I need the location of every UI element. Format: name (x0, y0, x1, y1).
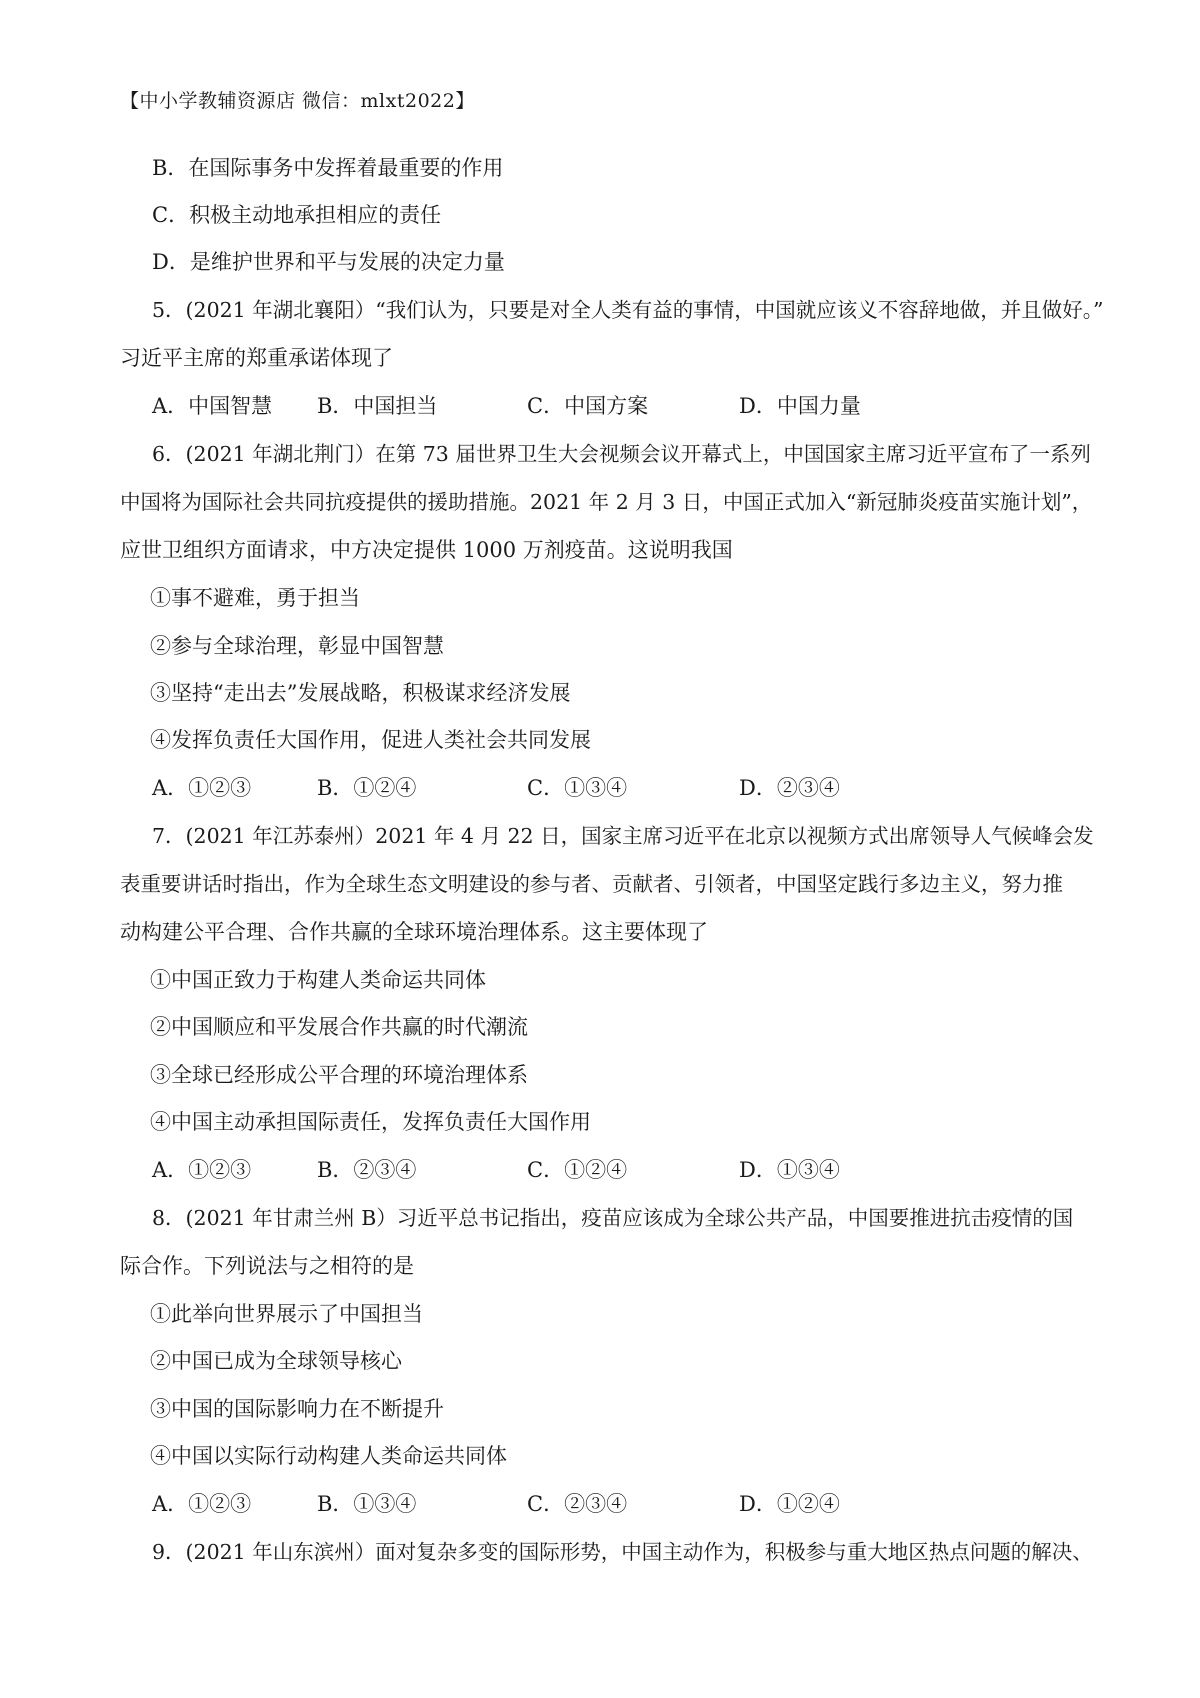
q5-option-c: C．中国方案 (527, 394, 649, 418)
q7-stem-line-2: 表重要讲话时指出，作为全球生态文明建设的参与者、贡献者、引领者，中国坚定践行多边主义，努力推 (120, 872, 1063, 896)
q8-item-4: ④中国以实际行动构建人类命运共同体 (150, 1444, 507, 1468)
q6-option-b: B．①②④ (317, 776, 417, 800)
q6-option-c: C．①③④ (527, 776, 628, 800)
q6-stem-line-2: 中国将为国际社会共同抗疫提供的援助措施。2021 年 2 月 3 日，中国正式加入“新冠肺炎疫苗实施计划”， (120, 490, 1093, 514)
q7-option-a: A．①②③ (152, 1158, 252, 1182)
q5-option-a: A．中国智慧 (152, 394, 273, 418)
q6-option-a: A．①②③ (152, 776, 252, 800)
q5-option-b: B．中国担当 (317, 394, 438, 418)
q4-option-c: C．积极主动地承担相应的责任 (152, 203, 442, 227)
q6-item-2: ②参与全球治理，彰显中国智慧 (150, 634, 444, 658)
q8-option-d: D．①②④ (739, 1492, 840, 1516)
q8-stem-line-2: 际合作。下列说法与之相符的是 (120, 1254, 414, 1278)
q4-option-d: D．是维护世界和平与发展的决定力量 (152, 250, 505, 274)
q8-option-a: A．①②③ (152, 1492, 252, 1516)
q7-option-d: D．①③④ (739, 1158, 840, 1182)
q8-option-b: B．①③④ (317, 1492, 417, 1516)
q5-stem-line-1: 5．(2021 年湖北襄阳）“我们认为，只要是对全人类有益的事情，中国就应该义不容辞地做，并且做好。” (152, 298, 1104, 322)
q8-item-1: ①此举向世界展示了中国担当 (150, 1302, 423, 1326)
q7-item-1: ①中国正致力于构建人类命运共同体 (150, 968, 486, 992)
q6-stem-line-3: 应世卫组织方面请求，中方决定提供 1000 万剂疫苗。这说明我国 (120, 538, 733, 562)
q7-option-c: C．①②④ (527, 1158, 628, 1182)
q6-stem-line-1: 6．(2021 年湖北荆门）在第 73 届世界卫生大会视频会议开幕式上，中国国家主席习近平宣布了一系列 (152, 442, 1091, 466)
q6-item-3: ③坚持“走出去”发展战略，积极谋求经济发展 (150, 681, 571, 705)
q8-item-2: ②中国已成为全球领导核心 (150, 1349, 402, 1373)
q5-option-d: D．中国力量 (739, 394, 861, 418)
q9-stem-line-1: 9．(2021 年山东滨州）面对复杂多变的国际形势，中国主动作为，积极参与重大地区热点问题的解决、 (152, 1540, 1093, 1564)
q6-item-4: ④发挥负责任大国作用，促进人类社会共同发展 (150, 728, 591, 752)
q6-item-1: ①事不避难，勇于担当 (150, 586, 360, 610)
q7-option-b: B．②③④ (317, 1158, 417, 1182)
q5-stem-line-2: 习近平主席的郑重承诺体现了 (120, 346, 393, 370)
q7-item-2: ②中国顺应和平发展合作共赢的时代潮流 (150, 1015, 528, 1039)
q7-item-3: ③全球已经形成公平合理的环境治理体系 (150, 1063, 528, 1087)
q8-stem-line-1: 8．(2021 年甘肃兰州 B）习近平总书记指出，疫苗应该成为全球公共产品，中国要推进抗击疫情的国 (152, 1206, 1074, 1230)
q6-option-d: D．②③④ (739, 776, 840, 800)
q7-stem-line-3: 动构建公平合理、合作共赢的全球环境治理体系。这主要体现了 (120, 920, 708, 944)
page-header: 【中小学教辅资源店 微信：mlxt2022】 (120, 90, 475, 112)
q8-option-c: C．②③④ (527, 1492, 628, 1516)
q4-option-b: B．在国际事务中发挥着最重要的作用 (152, 156, 504, 180)
q8-item-3: ③中国的国际影响力在不断提升 (150, 1397, 444, 1421)
q7-stem-line-1: 7．(2021 年江苏泰州）2021 年 4 月 22 日，国家主席习近平在北京以视频方式出席领导人气候峰会发 (152, 824, 1094, 848)
q7-item-4: ④中国主动承担国际责任，发挥负责任大国作用 (150, 1110, 591, 1134)
